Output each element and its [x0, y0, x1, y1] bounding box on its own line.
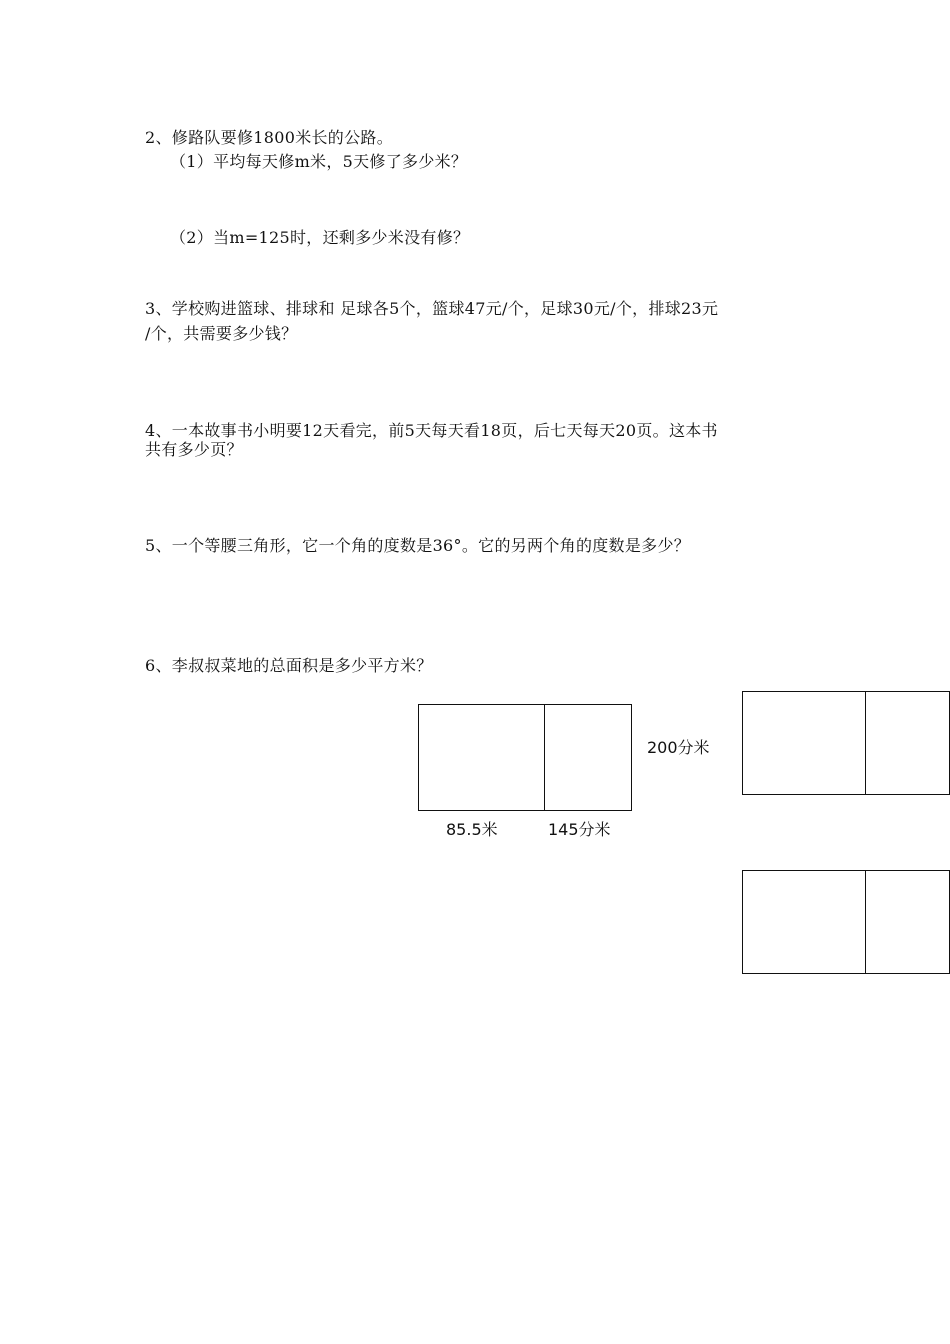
q4-line2: 共有多少页？ — [145, 440, 243, 459]
q3-line2: /个，共需要多少钱？ — [145, 324, 298, 343]
blank-diagram-upper-divider — [865, 692, 866, 794]
q2-stem: 2、修路队要修1800米长的公路。 — [145, 128, 393, 147]
q6-text: 6、李叔叔菜地的总面积是多少平方米？ — [145, 656, 433, 675]
field-diagram — [418, 704, 632, 811]
q3-line1: 3、学校购进篮球、排球和 足球各5个，篮球47元/个，足球30元/个，排球23元 — [145, 299, 719, 318]
q2-part2: （2）当m=125时，还剩多少米没有修？ — [170, 228, 470, 247]
q5-text: 5、一个等腰三角形，它一个角的度数是36°。它的另两个角的度数是多少？ — [145, 536, 691, 555]
width-right-label: 145分米 — [548, 820, 611, 839]
height-label: 200分米 — [647, 738, 710, 757]
q4-line1: 4、一本故事书小明要12天看完，前5天每天看18页，后七天每天20页。这本书 — [145, 421, 718, 440]
q2-part1: （1）平均每天修m米，5天修了多少米？ — [170, 152, 468, 171]
blank-diagram-lower — [742, 870, 950, 974]
blank-diagram-lower-divider — [865, 871, 866, 973]
width-left-label: 85.5米 — [446, 820, 498, 839]
field-divider — [544, 705, 545, 810]
blank-diagram-upper — [742, 691, 950, 795]
